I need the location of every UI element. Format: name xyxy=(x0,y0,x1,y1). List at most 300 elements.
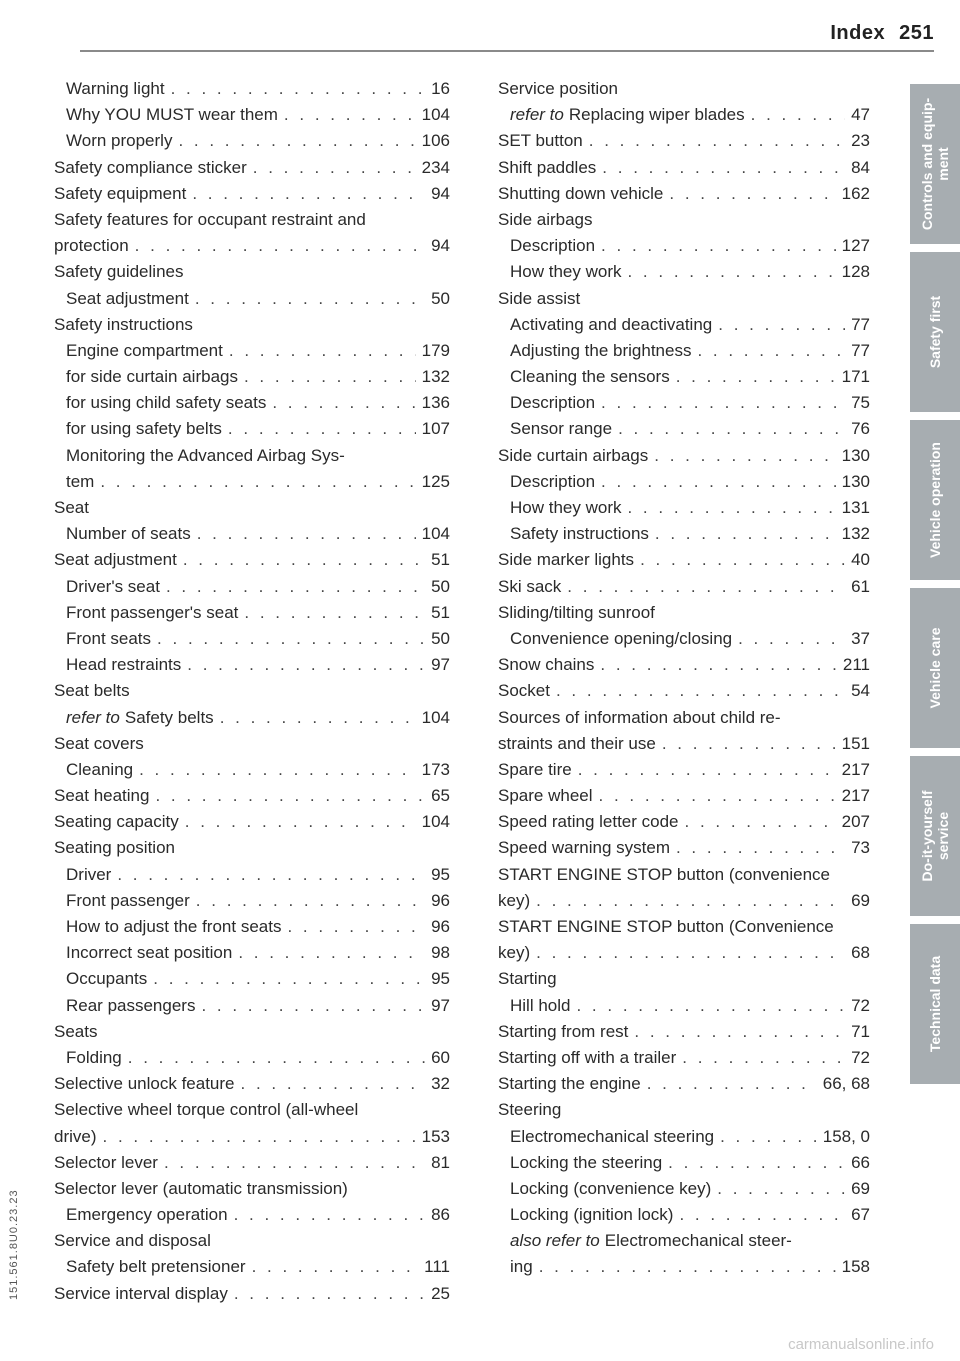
index-entry xyxy=(498,731,870,757)
index-entry xyxy=(498,600,870,626)
chapter-tabs xyxy=(910,84,960,1092)
index-term-text: Incorrect seat position xyxy=(66,943,233,963)
index-entry xyxy=(54,547,450,573)
index-term xyxy=(54,233,129,259)
index-entry xyxy=(54,128,450,154)
dot-leader xyxy=(241,1071,426,1097)
index-entry xyxy=(54,76,450,102)
index-term-text: Seat adjustment xyxy=(54,550,177,570)
index-term xyxy=(66,652,181,678)
index-term xyxy=(510,1228,792,1254)
index-term xyxy=(66,364,238,390)
index-term xyxy=(498,652,594,678)
dot-leader xyxy=(284,102,416,128)
dot-leader xyxy=(128,1045,425,1071)
index-term xyxy=(498,783,593,809)
index-term xyxy=(510,390,595,416)
index-entry xyxy=(498,259,870,285)
index-entry xyxy=(498,128,870,154)
page-reference: 98 xyxy=(431,943,450,963)
watermark: carmanualsonline.info xyxy=(788,1336,934,1353)
dot-leader xyxy=(576,993,845,1019)
index-term-text: Steering xyxy=(498,1100,562,1120)
page-reference: 72 xyxy=(851,995,870,1015)
index-term xyxy=(498,1097,561,1123)
index-entry xyxy=(54,1176,450,1202)
dot-leader xyxy=(178,128,415,154)
index-term-text: Folding xyxy=(66,1047,122,1067)
index-term xyxy=(66,76,165,102)
index-term xyxy=(498,757,572,783)
page-reference: 107 xyxy=(421,419,450,439)
index-term xyxy=(498,155,596,181)
page-reference: 158 xyxy=(841,1257,870,1277)
page-reference: 94 xyxy=(431,236,450,256)
index-entry xyxy=(54,809,450,835)
index-term-text: Locking (convenience key) xyxy=(510,1178,712,1198)
page-reference: 106 xyxy=(421,131,450,151)
index-term-text: START ENGINE STOP button (Convenience xyxy=(498,917,834,936)
page-reference: 131 xyxy=(841,498,870,517)
page-reference: 37 xyxy=(851,628,870,648)
dot-leader xyxy=(135,233,425,259)
index-term xyxy=(54,1071,235,1097)
index-term-text: Safety features for occupant restraint and xyxy=(54,209,366,229)
dot-leader xyxy=(536,888,845,914)
index-term xyxy=(54,1097,358,1123)
index-term-text: Rear passengers xyxy=(66,995,196,1015)
index-term xyxy=(498,181,663,207)
index-entry xyxy=(498,1150,870,1176)
index-term-text: for using safety belts xyxy=(66,419,222,439)
index-term-text: Description xyxy=(510,471,596,491)
index-term xyxy=(498,76,618,102)
dot-leader xyxy=(192,181,425,207)
index-term xyxy=(510,1150,662,1176)
chapter-tab[interactable] xyxy=(910,420,960,580)
index-term-text: Ski sack xyxy=(498,576,562,596)
dot-leader xyxy=(578,757,836,783)
index-entry xyxy=(54,207,450,233)
index-term-text: Seating capacity xyxy=(54,812,179,832)
dot-leader xyxy=(234,1281,425,1307)
index-term xyxy=(66,521,191,547)
dot-leader xyxy=(682,1045,845,1071)
index-term xyxy=(510,993,570,1019)
page-reference: 77 xyxy=(851,314,870,334)
index-term xyxy=(66,862,111,888)
chapter-tab[interactable] xyxy=(910,588,960,748)
index-term-text: Engine compartment xyxy=(66,340,223,360)
index-term-text: Speed warning system xyxy=(498,838,670,858)
index-term-text: protection xyxy=(54,236,129,256)
index-entry xyxy=(54,312,450,338)
index-entry xyxy=(54,102,450,128)
page-reference: 104 xyxy=(421,105,450,125)
index-term-text: Electromechanical steer- xyxy=(604,1231,792,1251)
index-term xyxy=(510,626,732,652)
index-term xyxy=(54,207,366,233)
index-term xyxy=(498,705,781,731)
index-term-text: Snow chains xyxy=(498,655,595,675)
dot-leader xyxy=(676,364,836,390)
index-term xyxy=(510,364,670,390)
index-term xyxy=(66,1254,246,1280)
page-reference: 111 xyxy=(424,1257,450,1277)
index-term xyxy=(66,338,223,364)
chapter-tab[interactable] xyxy=(910,756,960,916)
index-term-text: Starting the engine xyxy=(498,1074,641,1094)
index-entry xyxy=(54,1124,450,1150)
page-reference: 162 xyxy=(841,183,870,203)
chapter-tab-label: Safety first xyxy=(927,295,943,369)
dot-leader xyxy=(117,862,425,888)
dot-leader xyxy=(556,678,845,704)
index-entry xyxy=(498,390,870,416)
page-reference: 128 xyxy=(841,262,870,282)
index-entry xyxy=(498,678,870,704)
index-term xyxy=(498,835,670,861)
index-term xyxy=(66,1045,122,1071)
index-term-text: Service and disposal xyxy=(54,1231,211,1251)
index-entry xyxy=(498,312,870,338)
dot-leader xyxy=(187,652,425,678)
index-term xyxy=(54,547,177,573)
dot-leader xyxy=(697,338,845,364)
index-term-text: Locking (ignition lock) xyxy=(510,1205,674,1225)
dot-leader xyxy=(155,783,425,809)
index-entry xyxy=(498,416,870,442)
index-term-text: Monitoring the Advanced Airbag Sys- xyxy=(66,445,345,465)
index-entry xyxy=(498,993,870,1019)
page-reference: 51 xyxy=(431,602,450,622)
index-term-text: How to adjust the front seats xyxy=(66,917,282,936)
index-entry xyxy=(54,678,450,704)
index-term xyxy=(510,1254,533,1280)
chapter-tab-label: Vehicle operation xyxy=(927,442,943,558)
dot-leader xyxy=(618,416,845,442)
index-term xyxy=(498,574,561,600)
index-term xyxy=(54,181,186,207)
page-reference: 158, 0 xyxy=(822,1126,870,1146)
index-term xyxy=(498,128,583,154)
index-term xyxy=(54,259,183,285)
page-reference: 130 xyxy=(841,471,870,491)
index-term-text: drive) xyxy=(54,1126,97,1146)
dot-leader xyxy=(185,809,416,835)
dot-leader xyxy=(539,1254,836,1280)
chapter-tab[interactable] xyxy=(910,84,960,244)
dot-leader xyxy=(668,1150,845,1176)
index-term xyxy=(510,521,649,547)
index-term xyxy=(66,102,278,128)
index-column-right xyxy=(498,76,870,1281)
page-reference: 104 xyxy=(421,812,450,832)
dot-leader xyxy=(751,102,845,128)
dot-leader xyxy=(601,233,836,259)
index-term-text: Starting xyxy=(498,969,557,989)
index-entry xyxy=(54,1097,450,1123)
index-term-text: Hill hold xyxy=(510,995,571,1015)
index-entry xyxy=(498,1202,870,1228)
dot-leader xyxy=(600,652,837,678)
cross-reference-label: refer to xyxy=(66,707,120,727)
index-term xyxy=(54,1281,228,1307)
index-term-text: Selective wheel torque control (all-wheel xyxy=(54,1100,359,1120)
dot-leader xyxy=(601,390,845,416)
index-term-text: Front seats xyxy=(66,628,152,648)
index-term xyxy=(54,495,89,521)
index-term xyxy=(66,914,281,940)
index-entry xyxy=(54,181,450,207)
index-term xyxy=(54,1124,97,1150)
index-term-text: Service position xyxy=(498,79,619,98)
index-term-text: Activating and deactivating xyxy=(510,314,713,334)
page-reference: 104 xyxy=(421,707,450,727)
index-term-text: Side airbags xyxy=(498,209,593,229)
dot-leader xyxy=(195,286,425,312)
index-term xyxy=(54,731,144,757)
page-reference: 97 xyxy=(431,995,450,1015)
page-reference: 95 xyxy=(431,864,450,884)
index-entry xyxy=(498,1019,870,1045)
index-term xyxy=(510,1202,673,1228)
index-term xyxy=(510,102,745,128)
index-term-text: Sources of information about child re- xyxy=(498,707,781,727)
index-entry xyxy=(54,338,450,364)
index-entry xyxy=(498,1176,870,1202)
index-entry xyxy=(498,443,870,469)
dot-leader xyxy=(229,338,416,364)
dot-leader xyxy=(717,1176,845,1202)
dot-leader xyxy=(718,312,845,338)
dot-leader xyxy=(679,1202,845,1228)
page-reference: 69 xyxy=(851,890,870,910)
index-term-text: tem xyxy=(66,471,95,491)
dot-leader xyxy=(627,495,835,521)
index-term xyxy=(498,914,834,940)
index-entry xyxy=(498,102,870,128)
index-term-text: Seat covers xyxy=(54,733,144,753)
index-term xyxy=(54,678,130,704)
index-term xyxy=(498,547,634,573)
page-reference: 86 xyxy=(431,1205,450,1225)
index-term-text: Driver xyxy=(66,864,112,884)
dot-leader xyxy=(627,259,835,285)
page-reference: 96 xyxy=(431,890,450,910)
page-reference: 25 xyxy=(431,1283,450,1303)
dot-leader xyxy=(676,835,845,861)
index-term-text: for using child safety seats xyxy=(66,393,267,413)
page-reference: 211 xyxy=(842,655,870,675)
dot-leader xyxy=(647,1071,817,1097)
dot-leader xyxy=(157,626,425,652)
page-reference: 127 xyxy=(841,236,870,256)
index-term-text: Cleaning the sensors xyxy=(510,367,670,387)
dot-leader xyxy=(655,521,836,547)
index-term xyxy=(498,809,679,835)
cross-reference-label: also refer to xyxy=(510,1231,600,1251)
index-entry xyxy=(498,914,870,940)
dot-leader xyxy=(196,888,425,914)
index-term xyxy=(54,835,175,861)
index-term-text: Side curtain airbags xyxy=(498,445,649,465)
index-term-text: Front passenger xyxy=(66,890,190,910)
page-reference: 81 xyxy=(431,1152,450,1172)
chapter-tab[interactable] xyxy=(910,924,960,1084)
dot-leader xyxy=(536,940,845,966)
cross-reference-label: refer to xyxy=(510,105,564,125)
index-entry xyxy=(498,1071,870,1097)
chapter-tab[interactable] xyxy=(910,252,960,412)
index-term-text: Emergency operation xyxy=(66,1205,228,1225)
index-term xyxy=(510,338,691,364)
index-entry xyxy=(54,835,450,861)
index-entry xyxy=(54,469,450,495)
page-reference: 94 xyxy=(431,183,450,203)
page-reference: 171 xyxy=(841,367,870,387)
index-entry xyxy=(54,443,450,469)
index-term-text: Spare tire xyxy=(498,759,572,779)
index-entry xyxy=(54,783,450,809)
index-term-text: Seat belts xyxy=(54,681,130,701)
dot-leader xyxy=(238,940,425,966)
index-term-text: Seat heating xyxy=(54,786,150,806)
index-term-text: for side curtain airbags xyxy=(66,367,238,387)
index-term xyxy=(498,1071,641,1097)
index-entry xyxy=(54,731,450,757)
dot-leader xyxy=(662,731,836,757)
index-term-text: Selector lever xyxy=(54,1152,158,1172)
index-term-text: How they work xyxy=(510,262,622,282)
index-entry xyxy=(498,1228,870,1254)
dot-leader xyxy=(589,128,845,154)
index-term-text: Safety belt pretensioner xyxy=(66,1257,246,1277)
page-reference: 54 xyxy=(851,681,870,701)
index-entry xyxy=(498,364,870,390)
index-entry xyxy=(54,1202,450,1228)
page-reference: 73 xyxy=(851,838,870,858)
index-entry xyxy=(54,1045,450,1071)
index-term xyxy=(54,155,247,181)
index-term xyxy=(66,888,190,914)
index-term xyxy=(498,940,530,966)
page-reference: 50 xyxy=(431,288,450,308)
index-term-text: Locking the steering xyxy=(510,1152,663,1172)
page-reference: 75 xyxy=(851,393,870,413)
index-entry xyxy=(498,181,870,207)
index-term xyxy=(498,600,655,626)
index-term xyxy=(66,416,222,442)
index-term-text: key) xyxy=(498,943,531,963)
index-term-text: Seat xyxy=(54,498,89,517)
dot-leader xyxy=(720,1124,817,1150)
index-entry xyxy=(54,652,450,678)
index-term-text: Selective unlock feature xyxy=(54,1074,235,1094)
index-term xyxy=(54,1228,211,1254)
index-term xyxy=(498,1045,676,1071)
index-entry xyxy=(498,940,870,966)
index-term-text: Number of seats xyxy=(66,524,191,544)
page-reference: 104 xyxy=(421,524,450,544)
page-reference: 153 xyxy=(421,1126,450,1146)
index-term-text: Safety instructions xyxy=(510,524,649,544)
dot-leader xyxy=(253,155,416,181)
index-term xyxy=(498,1019,628,1045)
index-term-text: Safety equipment xyxy=(54,183,187,203)
index-entry xyxy=(54,940,450,966)
index-term xyxy=(510,233,595,259)
index-term-text: Side assist xyxy=(498,288,581,308)
index-term-text: Worn properly xyxy=(66,131,173,151)
dot-leader xyxy=(669,181,835,207)
dot-leader xyxy=(287,914,425,940)
page-reference: 132 xyxy=(841,524,870,544)
page-reference: 130 xyxy=(841,445,870,465)
chapter-tab-label: Technical data xyxy=(927,955,943,1053)
index-term-text: Head restraints xyxy=(66,655,182,675)
index-term-text: Starting from rest xyxy=(498,1021,629,1041)
index-entry xyxy=(54,390,450,416)
index-column-left xyxy=(54,76,450,1307)
index-term-text: Adjusting the brightness xyxy=(510,340,692,360)
dot-leader xyxy=(197,521,416,547)
index-term-text: Convenience opening/closing xyxy=(510,628,733,648)
index-term-text: Service interval display xyxy=(54,1283,228,1303)
index-term-text: Seats xyxy=(54,1021,98,1041)
index-term-text: SET button xyxy=(498,131,583,151)
index-entry xyxy=(498,547,870,573)
page-reference: 76 xyxy=(851,419,870,439)
index-term-text: Sensor range xyxy=(510,419,613,439)
index-term xyxy=(54,1176,348,1202)
dot-leader xyxy=(252,1254,419,1280)
index-term xyxy=(498,888,530,914)
index-term xyxy=(66,626,151,652)
index-term xyxy=(510,469,595,495)
dot-leader xyxy=(601,469,836,495)
index-term-text: Description xyxy=(510,236,596,256)
index-entry xyxy=(54,574,450,600)
index-term-text: Front passenger's seat xyxy=(66,602,239,622)
dot-leader xyxy=(599,783,836,809)
index-term xyxy=(66,757,133,783)
index-entry xyxy=(54,1281,450,1307)
index-entry xyxy=(54,862,450,888)
index-term xyxy=(66,1202,228,1228)
header-divider xyxy=(80,50,934,52)
index-entry xyxy=(54,600,450,626)
index-term-text: Electromechanical steering xyxy=(510,1126,715,1146)
index-term-text: Sliding/tilting sunroof xyxy=(498,602,655,622)
index-entry xyxy=(498,521,870,547)
page-reference: 151 xyxy=(841,733,870,753)
index-term xyxy=(66,940,232,966)
index-entry xyxy=(498,574,870,600)
index-entry xyxy=(498,757,870,783)
page-reference: 66, 68 xyxy=(822,1074,870,1094)
index-term xyxy=(66,469,94,495)
page-reference: 72 xyxy=(851,1047,870,1067)
page-reference: 69 xyxy=(851,1178,870,1198)
index-entry xyxy=(498,1124,870,1150)
index-entry xyxy=(54,259,450,285)
index-entry xyxy=(54,966,450,992)
index-term xyxy=(66,443,345,469)
dot-leader xyxy=(567,574,845,600)
page-reference: 71 xyxy=(851,1021,870,1041)
index-term xyxy=(498,678,550,704)
